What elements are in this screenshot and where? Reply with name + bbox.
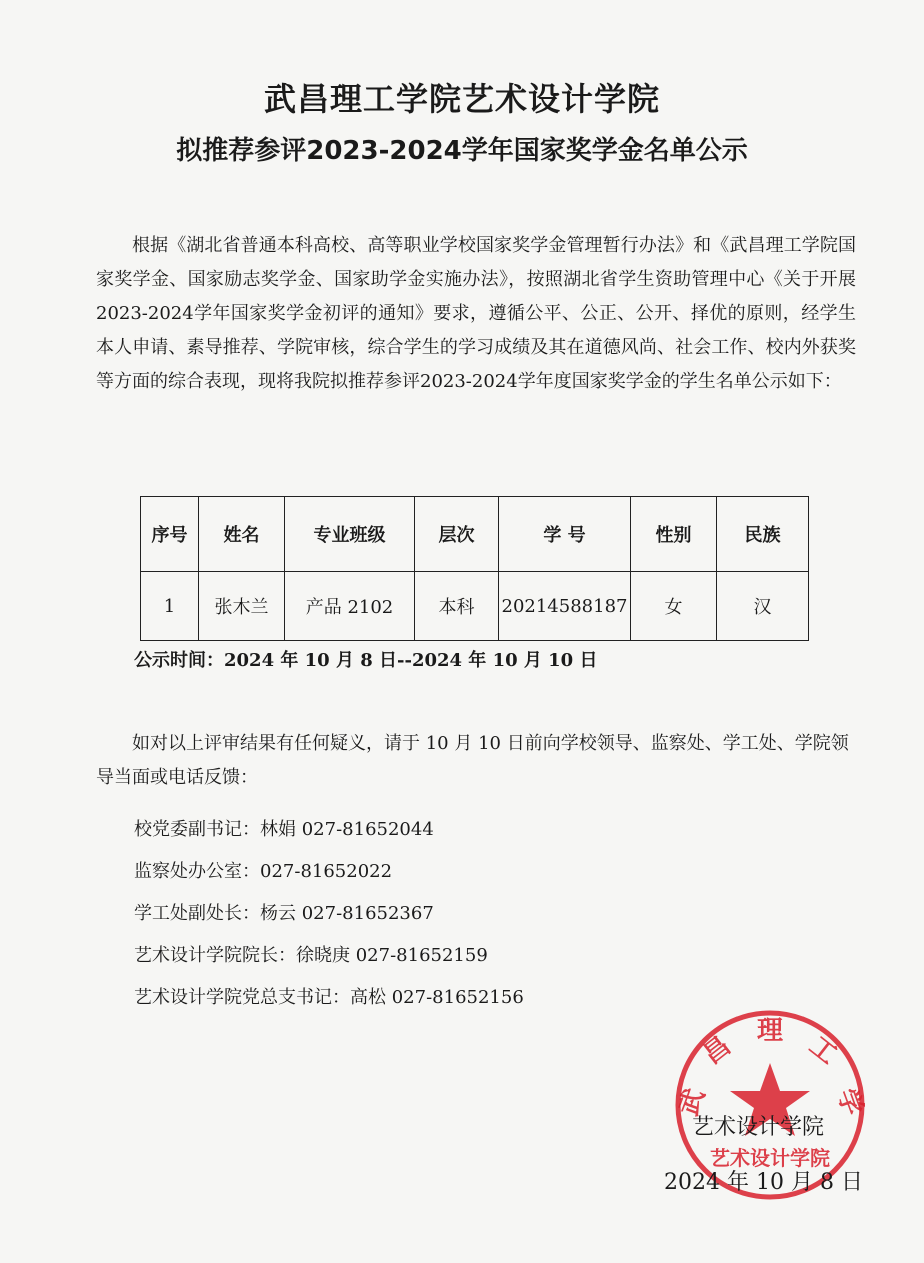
col-header-gender: 性别 — [631, 497, 717, 572]
svg-text:武: 武 — [673, 1084, 712, 1120]
notice-period: 公示时间：2024 年 10 月 8 日--2024 年 10 月 10 日 — [134, 650, 598, 671]
signing-organization: 艺术设计学院 — [692, 1115, 825, 1140]
svg-text:昌: 昌 — [697, 1030, 737, 1071]
svg-text:艺术设计学院: 艺术设计学院 — [710, 1146, 830, 1170]
contact-line: 艺术设计学院党总支书记：高松 027-81652156 — [134, 987, 524, 1008]
cell-gender: 女 — [631, 572, 717, 641]
svg-text:理: 理 — [756, 1016, 784, 1046]
col-header-index: 序号 — [141, 497, 199, 572]
svg-text:工: 工 — [803, 1030, 843, 1071]
contact-line: 校党委副书记：林娟 027-81652044 — [134, 819, 434, 840]
cell-index: 1 — [141, 572, 199, 641]
col-header-ethnicity: 民族 — [717, 497, 809, 572]
cell-level: 本科 — [415, 572, 499, 641]
document-subtitle: 拟推荐参评2023-2024学年国家奖学金名单公示 — [176, 136, 748, 166]
cell-name: 张木兰 — [199, 572, 285, 641]
table-header-row — [141, 497, 809, 572]
intro-paragraph: 根据《湖北省普通本科高校、高等职业学校国家奖学金管理暂行办法》和《武昌理工学院国家奖学金、国家励志奖学金、国家助学金实施办法》，按照湖北省学生资助管理中心《关于开展2023-2024学年国家奖学金初评的通知》要求，遵循公平、公正、公开、择优的原则，经学生本人申请、素导推荐、学院审核，综合学生的学习成绩及其在道德风尚、社会工作、校内外获奖等方面的综合表现，现将我院拟推荐参评2023-2024学年度国家奖学金的学生名单公示如下： — [96, 235, 856, 392]
feedback-paragraph: 如对以上评审结果有任何疑义，请于 10 月 10 日前向学校领导、监察处、学工处、学院领导当面或电话反馈： — [96, 733, 849, 788]
col-header-level: 层次 — [415, 497, 499, 572]
signing-date: 2024 年 10 月 8 日 — [664, 1170, 863, 1195]
contact-line: 监察处办公室：027-81652022 — [134, 861, 393, 882]
col-header-name: 姓名 — [199, 497, 285, 572]
cell-ethnicity: 汉 — [717, 572, 809, 641]
cell-student-id: 20214588187 — [499, 572, 631, 641]
nominee-table — [140, 496, 809, 641]
svg-text:学: 学 — [830, 1084, 869, 1120]
cell-major-class: 产品 2102 — [285, 572, 415, 641]
contact-line: 艺术设计学院院长：徐晓庚 027-81652159 — [134, 945, 488, 966]
table-row — [141, 572, 809, 641]
contact-line: 学工处副处长：杨云 027-81652367 — [134, 903, 434, 924]
col-header-major-class: 专业班级 — [285, 497, 415, 572]
col-header-student-id: 学 号 — [499, 497, 631, 572]
document-title: 武昌理工学院艺术设计学院 — [263, 80, 660, 118]
